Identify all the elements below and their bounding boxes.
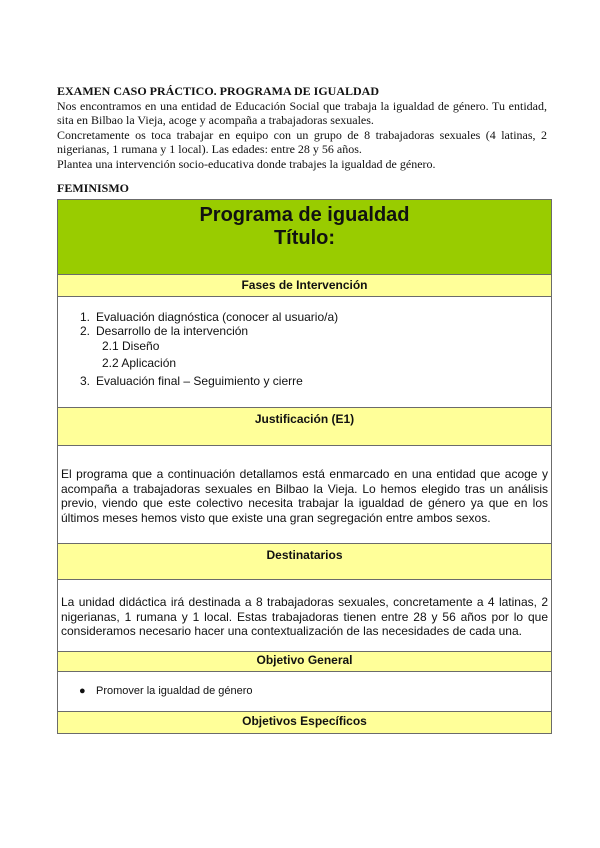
program-title: Programa de igualdad bbox=[199, 204, 410, 226]
exam-title: EXAMEN CASO PRÁCTICO. PROGRAMA DE IGUALDAD bbox=[57, 84, 380, 98]
phase-item: 2. Desarrollo de la intervención bbox=[80, 324, 249, 338]
phases-cell bbox=[58, 296, 551, 407]
subphase-item: 2.1 Diseño bbox=[102, 339, 160, 353]
exam-paragraph-1: Nos encontramos en una entidad de Educación Social que trabaja la igualdad de género. Tu entidad, sita en Bilbao la Vieja, acoge y acompaña a trabajadoras sexuales. bbox=[57, 98, 547, 128]
program-subtitle: Título: bbox=[273, 227, 336, 249]
phase-item: 1. Evaluación diagnóstica (conocer al usuario/a) bbox=[80, 310, 339, 324]
exam-intro bbox=[57, 84, 547, 172]
list-item bbox=[58, 685, 551, 697]
program-table bbox=[57, 199, 552, 734]
program-title-cell bbox=[58, 200, 551, 274]
specific-objectives-header: Objetivos Específicos bbox=[58, 711, 551, 733]
recipients-header: Destinatarios bbox=[58, 543, 551, 579]
exam-paragraph-3: Plantea una intervención socio-educativa donde trabajes la igualdad de género. bbox=[57, 156, 436, 171]
general-objective-header: Objetivo General bbox=[58, 651, 551, 671]
phase-item: 3. Evaluación final – Seguimiento y cierre bbox=[80, 374, 303, 388]
general-objective-cell bbox=[58, 671, 551, 711]
exam-paragraph-2: Concretamente os toca trabajar en equipo con un grupo de 8 trabajadoras sexuales (4 latinas, 2 nigerianas, 1 rumana y 1 local). Las edades: entre 28 y 56 años. bbox=[57, 127, 547, 157]
recipients-cell bbox=[58, 579, 551, 651]
general-objective-text: Promover la igualdad de género bbox=[96, 685, 253, 697]
phases-header: Fases de Intervención bbox=[58, 274, 551, 296]
subphase-item: 2.2 Aplicación bbox=[102, 356, 177, 370]
section-heading: FEMINISMO bbox=[57, 181, 129, 195]
justification-header: Justificación (E1) bbox=[58, 407, 551, 445]
recipients-text: La unidad didáctica irá destinada a 8 trabajadoras sexuales, concretamente a 4 latinas, 2 nigerianas, 1 rumana y 1 local. Estas trabajadoras tienen entre 28 y 56 años por lo que consideramos necesario hacer una contextualización de las necesidades de cada una. bbox=[61, 595, 548, 638]
justification-cell bbox=[58, 445, 551, 543]
justification-text: El programa que a continuación detallamos está enmarcado en una entidad que acoge y acompaña a trabajadoras sexuales en Bilbao la Vieja. Lo hemos elegido tras un análisis previo, viendo que este colectivo necesita trabajar la igualdad de género ya que en los últimos meses hemos visto que existe una gran segregación entre ambos sexos. bbox=[61, 467, 548, 525]
bullet-icon: ● bbox=[79, 685, 86, 697]
